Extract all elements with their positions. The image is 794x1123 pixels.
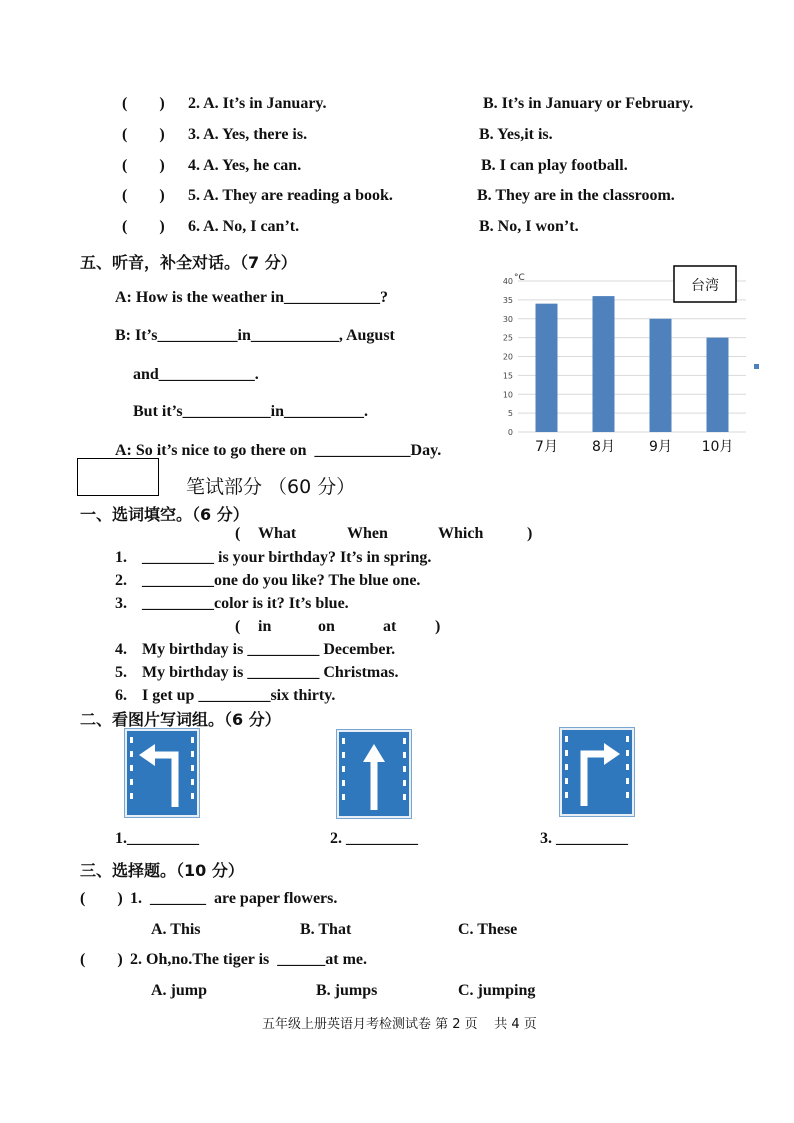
word-option: When xyxy=(347,525,388,542)
phrase-blank-3[interactable]: 3. _________ xyxy=(540,830,628,847)
dialogue-line: A: So it’s nice to go there on ____________Day. xyxy=(115,442,442,459)
y-tick-label: 25 xyxy=(502,333,513,343)
x-tick-label: 8月 xyxy=(592,439,615,455)
x-tick-label: 10月 xyxy=(701,439,734,455)
written-part-title: 笔试部分 （60 分） xyxy=(186,476,356,498)
word-option: ) xyxy=(527,525,533,542)
item-number: 5. xyxy=(115,664,127,681)
bar xyxy=(536,304,558,432)
choice-option: C. These xyxy=(458,921,518,938)
bar xyxy=(593,296,615,432)
turn-right-sign-icon xyxy=(560,728,634,816)
option-b: B. Yes,it is. xyxy=(479,126,553,143)
answer-paren[interactable]: ( ) xyxy=(122,157,165,174)
word-option: ( xyxy=(235,525,241,542)
fill-item: My birthday is _________ Christmas. xyxy=(142,664,399,681)
option-b: B. They are in the classroom. xyxy=(477,187,675,204)
fill-item: _________color is it? It’s blue. xyxy=(142,595,349,612)
word-option: in xyxy=(258,618,272,635)
bar xyxy=(650,319,672,432)
choice-option: B. jumps xyxy=(316,982,378,999)
choice-option: C. jumping xyxy=(458,982,536,999)
question-stem: 2. Oh,no.The tiger is ______at me. xyxy=(130,951,368,968)
word-option: What xyxy=(258,525,297,542)
fill-item: My birthday is _________ December. xyxy=(142,641,396,658)
dialogue-line: But it’s___________in__________. xyxy=(133,403,368,420)
option-b: B. I can play football. xyxy=(481,157,628,174)
answer-paren[interactable]: ( ) xyxy=(122,218,165,235)
chart-unit-label: °C xyxy=(514,273,525,283)
y-tick-label: 35 xyxy=(502,295,513,305)
answer-paren[interactable]: ( ) xyxy=(122,126,165,143)
y-tick-label: 10 xyxy=(502,390,513,400)
answer-paren[interactable]: ( ) xyxy=(80,890,123,907)
section3-title: 三、选择题。（10 分） xyxy=(80,861,244,880)
x-tick-label: 7月 xyxy=(535,439,558,455)
y-tick-label: 5 xyxy=(507,409,513,419)
option-a: 4. A. Yes, he can. xyxy=(188,157,302,174)
word-option: ) xyxy=(435,618,441,635)
x-tick-label: 9月 xyxy=(649,439,672,455)
choice-option: A. This xyxy=(151,921,201,938)
word-option: on xyxy=(318,618,335,635)
chart-svg xyxy=(488,262,768,462)
answer-paren[interactable]: ( ) xyxy=(80,951,123,968)
word-option: ( xyxy=(235,618,241,635)
word-option: Which xyxy=(438,525,484,542)
legend-marker xyxy=(754,364,759,369)
section2-title: 二、看图片写词组。（6 分） xyxy=(80,710,281,729)
fill-item: I get up _________six thirty. xyxy=(142,687,336,704)
option-a: 6. A. No, I can’t. xyxy=(188,218,300,235)
option-b: B. It’s in January or February. xyxy=(483,95,694,112)
chart-title: 台湾 xyxy=(691,278,719,294)
page-footer: 五年级上册英语月考检测试卷 第 2 页 共 4 页 xyxy=(262,1017,537,1032)
y-tick-label: 15 xyxy=(502,371,513,381)
option-a: 5. A. They are reading a book. xyxy=(188,187,393,204)
y-tick-label: 40 xyxy=(502,277,513,286)
dialogue-line: B: It’s__________in___________, August xyxy=(115,327,395,344)
option-a: 3. A. Yes, there is. xyxy=(188,126,308,143)
item-number: 4. xyxy=(115,641,127,658)
section5-title: 五、听音，补全对话。（7 分） xyxy=(80,253,297,272)
choice-option: A. jump xyxy=(151,982,208,999)
fill-item: _________ is your birthday? It’s in spring. xyxy=(142,549,432,566)
score-box[interactable] xyxy=(77,458,159,496)
question-stem: 1. _______ are paper flowers. xyxy=(130,890,338,907)
choice-option: B. That xyxy=(300,921,352,938)
y-tick-label: 30 xyxy=(502,314,513,324)
option-a: 2. A. It’s in January. xyxy=(188,95,327,112)
item-number: 1. xyxy=(115,549,127,566)
answer-paren[interactable]: ( ) xyxy=(122,95,165,112)
item-number: 6. xyxy=(115,687,127,704)
fill-item: _________one do you like? The blue one. xyxy=(142,572,421,589)
bar xyxy=(707,338,729,432)
weather-chart xyxy=(488,262,768,462)
dialogue-line: and____________. xyxy=(133,366,259,383)
y-tick-label: 20 xyxy=(502,352,513,362)
section1-title: 一、选词填空。（6 分） xyxy=(80,505,249,524)
option-b: B. No, I won’t. xyxy=(479,218,579,235)
go-straight-sign-icon xyxy=(337,730,411,818)
item-number: 3. xyxy=(115,595,127,612)
item-number: 2. xyxy=(115,572,127,589)
phrase-blank-1[interactable]: 1._________ xyxy=(115,830,199,847)
answer-paren[interactable]: ( ) xyxy=(122,187,165,204)
y-tick-label: 0 xyxy=(507,428,513,437)
word-option: at xyxy=(383,618,397,635)
dialogue-line: A: How is the weather in____________? xyxy=(115,289,389,306)
turn-left-sign-icon xyxy=(125,729,199,817)
phrase-blank-2[interactable]: 2. _________ xyxy=(330,830,418,847)
